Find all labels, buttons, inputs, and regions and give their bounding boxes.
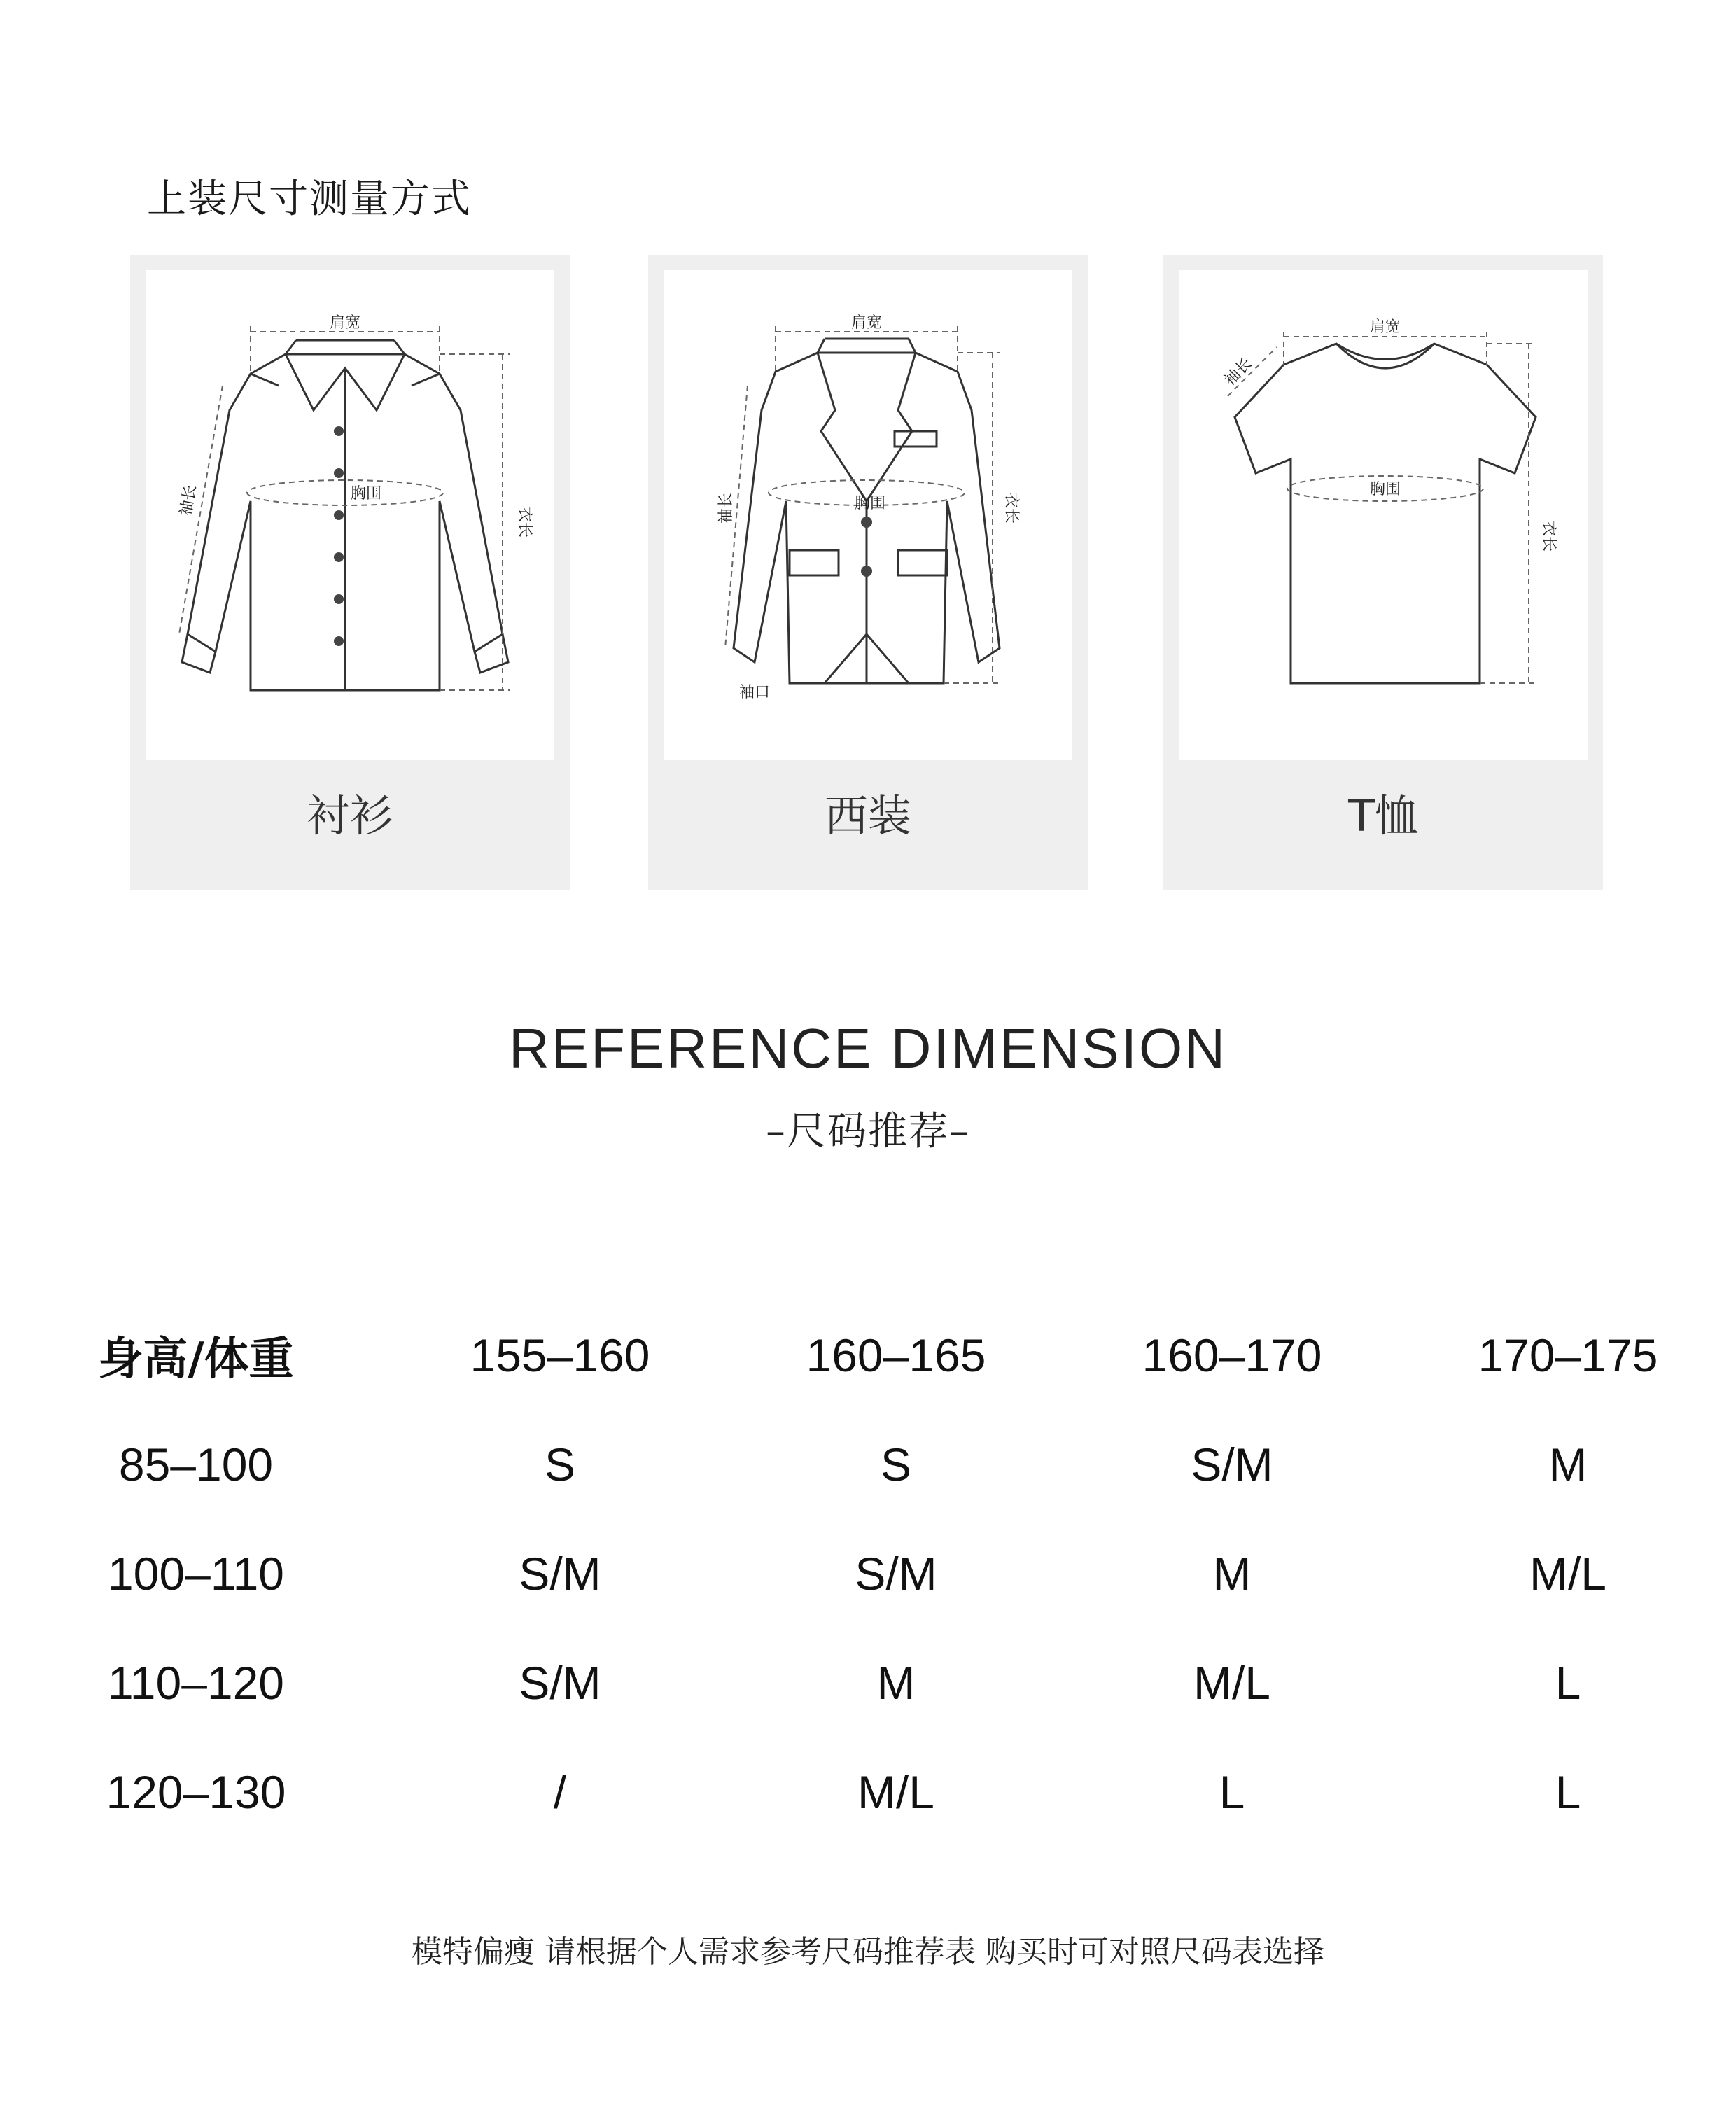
table-cell: M (1212, 1548, 1252, 1600)
table-cell: S/M (519, 1548, 601, 1600)
table-header-cell: 160–170 (1142, 1329, 1322, 1381)
length-label: 衣长 (1540, 520, 1558, 552)
chest-label: 胸围 (1369, 481, 1401, 498)
table-cell: S/M (519, 1657, 601, 1709)
table-cell: L (1219, 1766, 1245, 1818)
shoulder-label: 肩宽 (850, 314, 883, 332)
table-cell: S (880, 1438, 912, 1490)
table-row (0, 1737, 1736, 1847)
table-cell: 110–120 (107, 1657, 285, 1709)
shirt-diagram (146, 270, 554, 760)
table-cell: M/L (857, 1766, 935, 1818)
footer-note: 模特偏瘦 请根据个人需求参考尺码推荐表 购买时可对照尺码表选择 (412, 1934, 1324, 1970)
size-table (0, 1301, 1736, 1847)
suit-label: 西装 (824, 790, 911, 841)
table-cell: / (553, 1766, 567, 1818)
table-cell: 100–110 (107, 1548, 285, 1600)
length-label: 衣长 (516, 506, 533, 538)
suit-illustration (664, 270, 1072, 760)
table-header-cell: 身高/体重 (98, 1334, 294, 1385)
sleeve-label: 袖长 (177, 484, 200, 517)
size-recommendation-heading: –尺码推荐– (766, 1109, 970, 1154)
table-cell: S/M (1191, 1438, 1273, 1490)
suit-card (648, 255, 1088, 890)
shirt-illustration (146, 270, 554, 760)
table-row (0, 1519, 1736, 1628)
table-cell: L (1555, 1657, 1581, 1709)
table-header-cell: 155–160 (470, 1329, 650, 1381)
sleeve-label: 袖长 (718, 492, 735, 524)
tshirt-card (1163, 255, 1603, 890)
table-header-cell: 170–175 (1478, 1329, 1658, 1381)
table-cell: 85–100 (118, 1438, 274, 1490)
table-header-cell: 160–165 (806, 1329, 986, 1381)
shirt-label: 衬衫 (306, 790, 393, 841)
table-header-row (0, 1301, 1736, 1410)
table-cell: M/L (1193, 1657, 1271, 1709)
table-cell: M (1548, 1438, 1588, 1490)
shirt-card (130, 255, 570, 890)
reference-heading: REFERENCE DIMENSION (509, 1017, 1227, 1079)
section-title: 上装尺寸测量方式 (147, 176, 472, 222)
tshirt-diagram (1179, 270, 1588, 760)
table-cell: S/M (855, 1548, 937, 1600)
table-cell: M (876, 1657, 916, 1709)
chest-label: 胸围 (854, 495, 886, 512)
length-label: 衣长 (1002, 492, 1020, 524)
table-cell: 120–130 (106, 1766, 286, 1818)
table-cell: M/L (1529, 1548, 1607, 1600)
table-cell: S (544, 1438, 576, 1490)
table-row (0, 1410, 1736, 1519)
suit-diagram (664, 270, 1072, 760)
table-row (0, 1628, 1736, 1737)
shoulder-label: 肩宽 (1369, 318, 1401, 336)
chest-label: 胸围 (350, 485, 382, 503)
cuff-label: 袖口 (738, 684, 771, 701)
tshirt-illustration (1179, 270, 1588, 760)
tshirt-label: T恤 (1348, 790, 1418, 841)
shoulder-label: 肩宽 (329, 314, 361, 332)
table-cell: L (1555, 1766, 1581, 1818)
sleeve-label: 袖长 (1222, 355, 1256, 389)
